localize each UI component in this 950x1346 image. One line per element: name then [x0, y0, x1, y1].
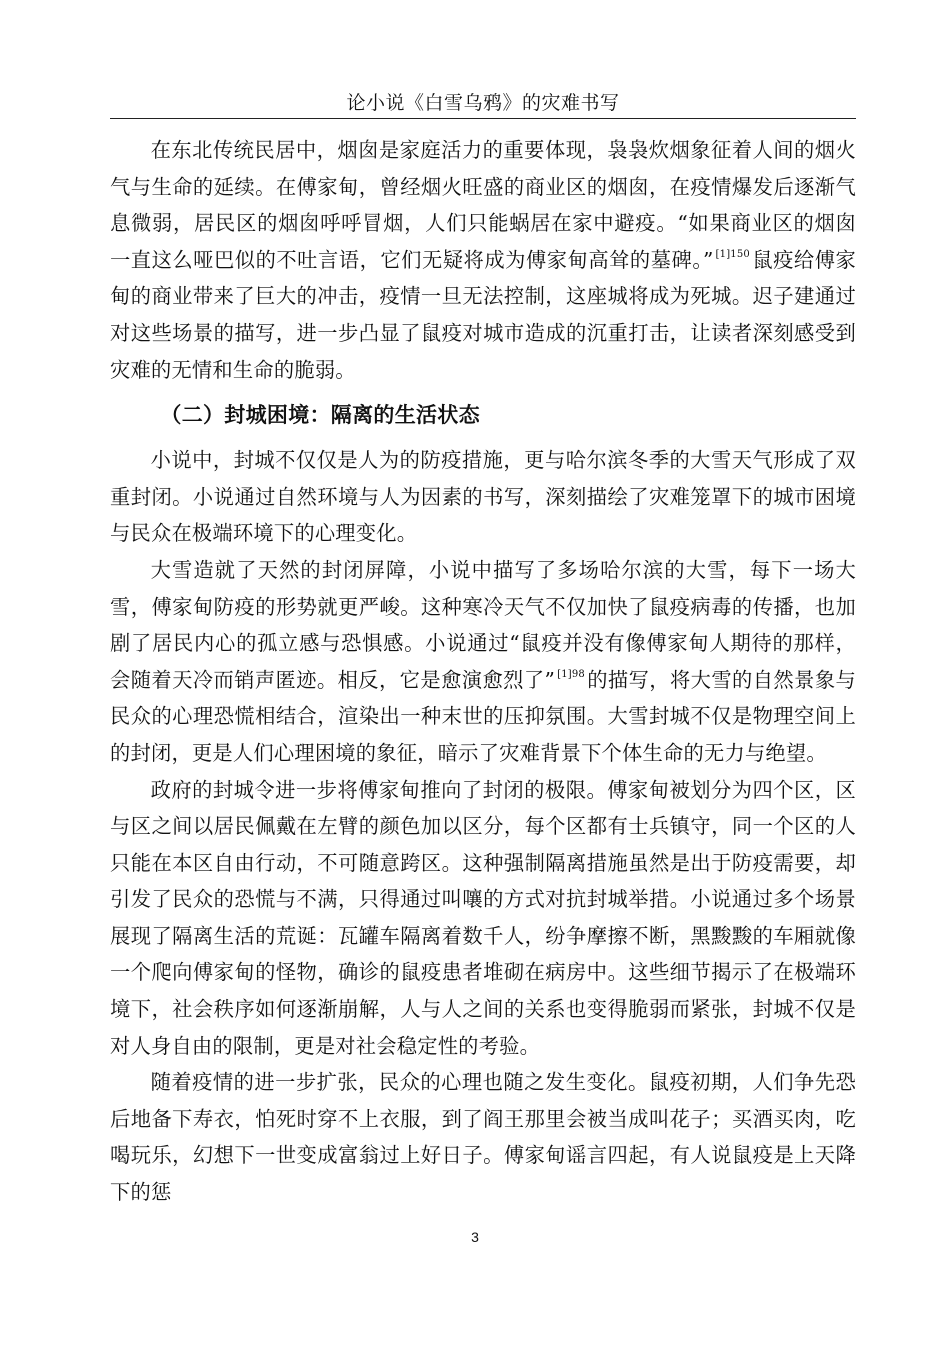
- paragraph-text: 鼠疫给傅家甸的商业带来了巨大的冲击，疫情一旦无法控制，这座城将成为死城。迟子建通过对这些场景的描写，进一步凸显了鼠疫对城市造成的沉重打击，让读者深刻感受到灾难的无情和生命的脆弱。: [110, 247, 856, 382]
- document-body: [110, 132, 856, 1211]
- page-number: 3: [471, 1229, 479, 1245]
- paragraph-text: 的描写，将大雪的自然景象与民众的心理恐慌相结合，渲染出一种末世的压抑氛围。大雪封城不仅是物理空间上的封闭，更是人们心理困境的象征，暗示了灾难背景下个体生命的无力与绝望。: [110, 667, 856, 765]
- paragraph-text: 大雪造就了天然的封闭屏障，小说中描写了多场哈尔滨的大雪，每下一场大雪，傅家甸防疫的形势就更严峻。这种寒冷天气不仅加快了鼠疫病毒的传播，也加剧了居民内心的孤立感与恐惧感。小说通过“鼠疫并没有像傅家甸人期待的那样，会随着天冷而销声匿迹。相反，它是愈演愈烈了”: [110, 557, 856, 692]
- section-heading: （二）封城困境：隔离的生活状态: [160, 403, 480, 428]
- paragraph-chimney: [110, 132, 856, 388]
- header-divider: [110, 118, 856, 119]
- paragraph-public-psychology: 随着疫情的进一步扩张，民众的心理也随之发生变化。鼠疫初期，人们争先恐后地备下寿衣，怕死时穿不上衣服，到了阎王那里会被当成叫花子；买酒买肉，吃喝玩乐，幻想下一世变成富翁过上好日子。傅家甸谣言四起，有人说鼠疫是上天降下的惩: [110, 1070, 856, 1205]
- citation-marker: [1]150: [715, 249, 750, 261]
- citation-marker: [1]98: [557, 668, 585, 680]
- paragraph-text: 在东北传统民居中，烟囱是家庭活力的重要体现，袅袅炊烟象征着人间的烟火气与生命的延续。在傅家甸，曾经烟火旺盛的商业区的烟囱，在疫情爆发后逐渐气息微弱，居民区的烟囱呼呼冒烟，人们只能蜗居在家中避疫。“如果商业区的烟囱一直这么哑巴似的不吐言语，它们无疑将成为傅家甸高耸的墓碑。”: [110, 138, 856, 272]
- page-header-title: 论小说《白雪乌鸦》的灾难书写: [346, 92, 620, 114]
- paragraph-snow: [110, 552, 856, 772]
- paragraph-lockdown-order: 政府的封城令进一步将傅家甸推向了封闭的极限。傅家甸被划分为四个区，区与区之间以居民佩戴在左臂的颜色加以区分，每个区都有士兵镇守，同一个区的人只能在本区自由行动，不可随意跨区。这种强制隔离措施虽然是出于防疫需要，却引发了民众的恐慌与不满，只得通过叫嚷的方式对抗封城举措。小说通过多个场景展现了隔离生活的荒诞：瓦罐车隔离着数千人，纷争摩擦不断，黑黢黢的车厢就像一个爬向傅家甸的怪物，确诊的鼠疫患者堆砌在病房中。这些细节揭示了在极端环境下，社会秩序如何逐渐崩解，人与人之间的关系也变得脆弱而紧张，封城不仅是对人身自由的限制，更是对社会稳定性的考验。: [110, 777, 856, 1058]
- paragraph-double-closure: 小说中，封城不仅仅是人为的防疫措施，更与哈尔滨冬季的大雪天气形成了双重封闭。小说通过自然环境与人为因素的书写，深刻描绘了灾难笼罩下的城市困境与民众在极端环境下的心理变化。: [110, 448, 856, 546]
